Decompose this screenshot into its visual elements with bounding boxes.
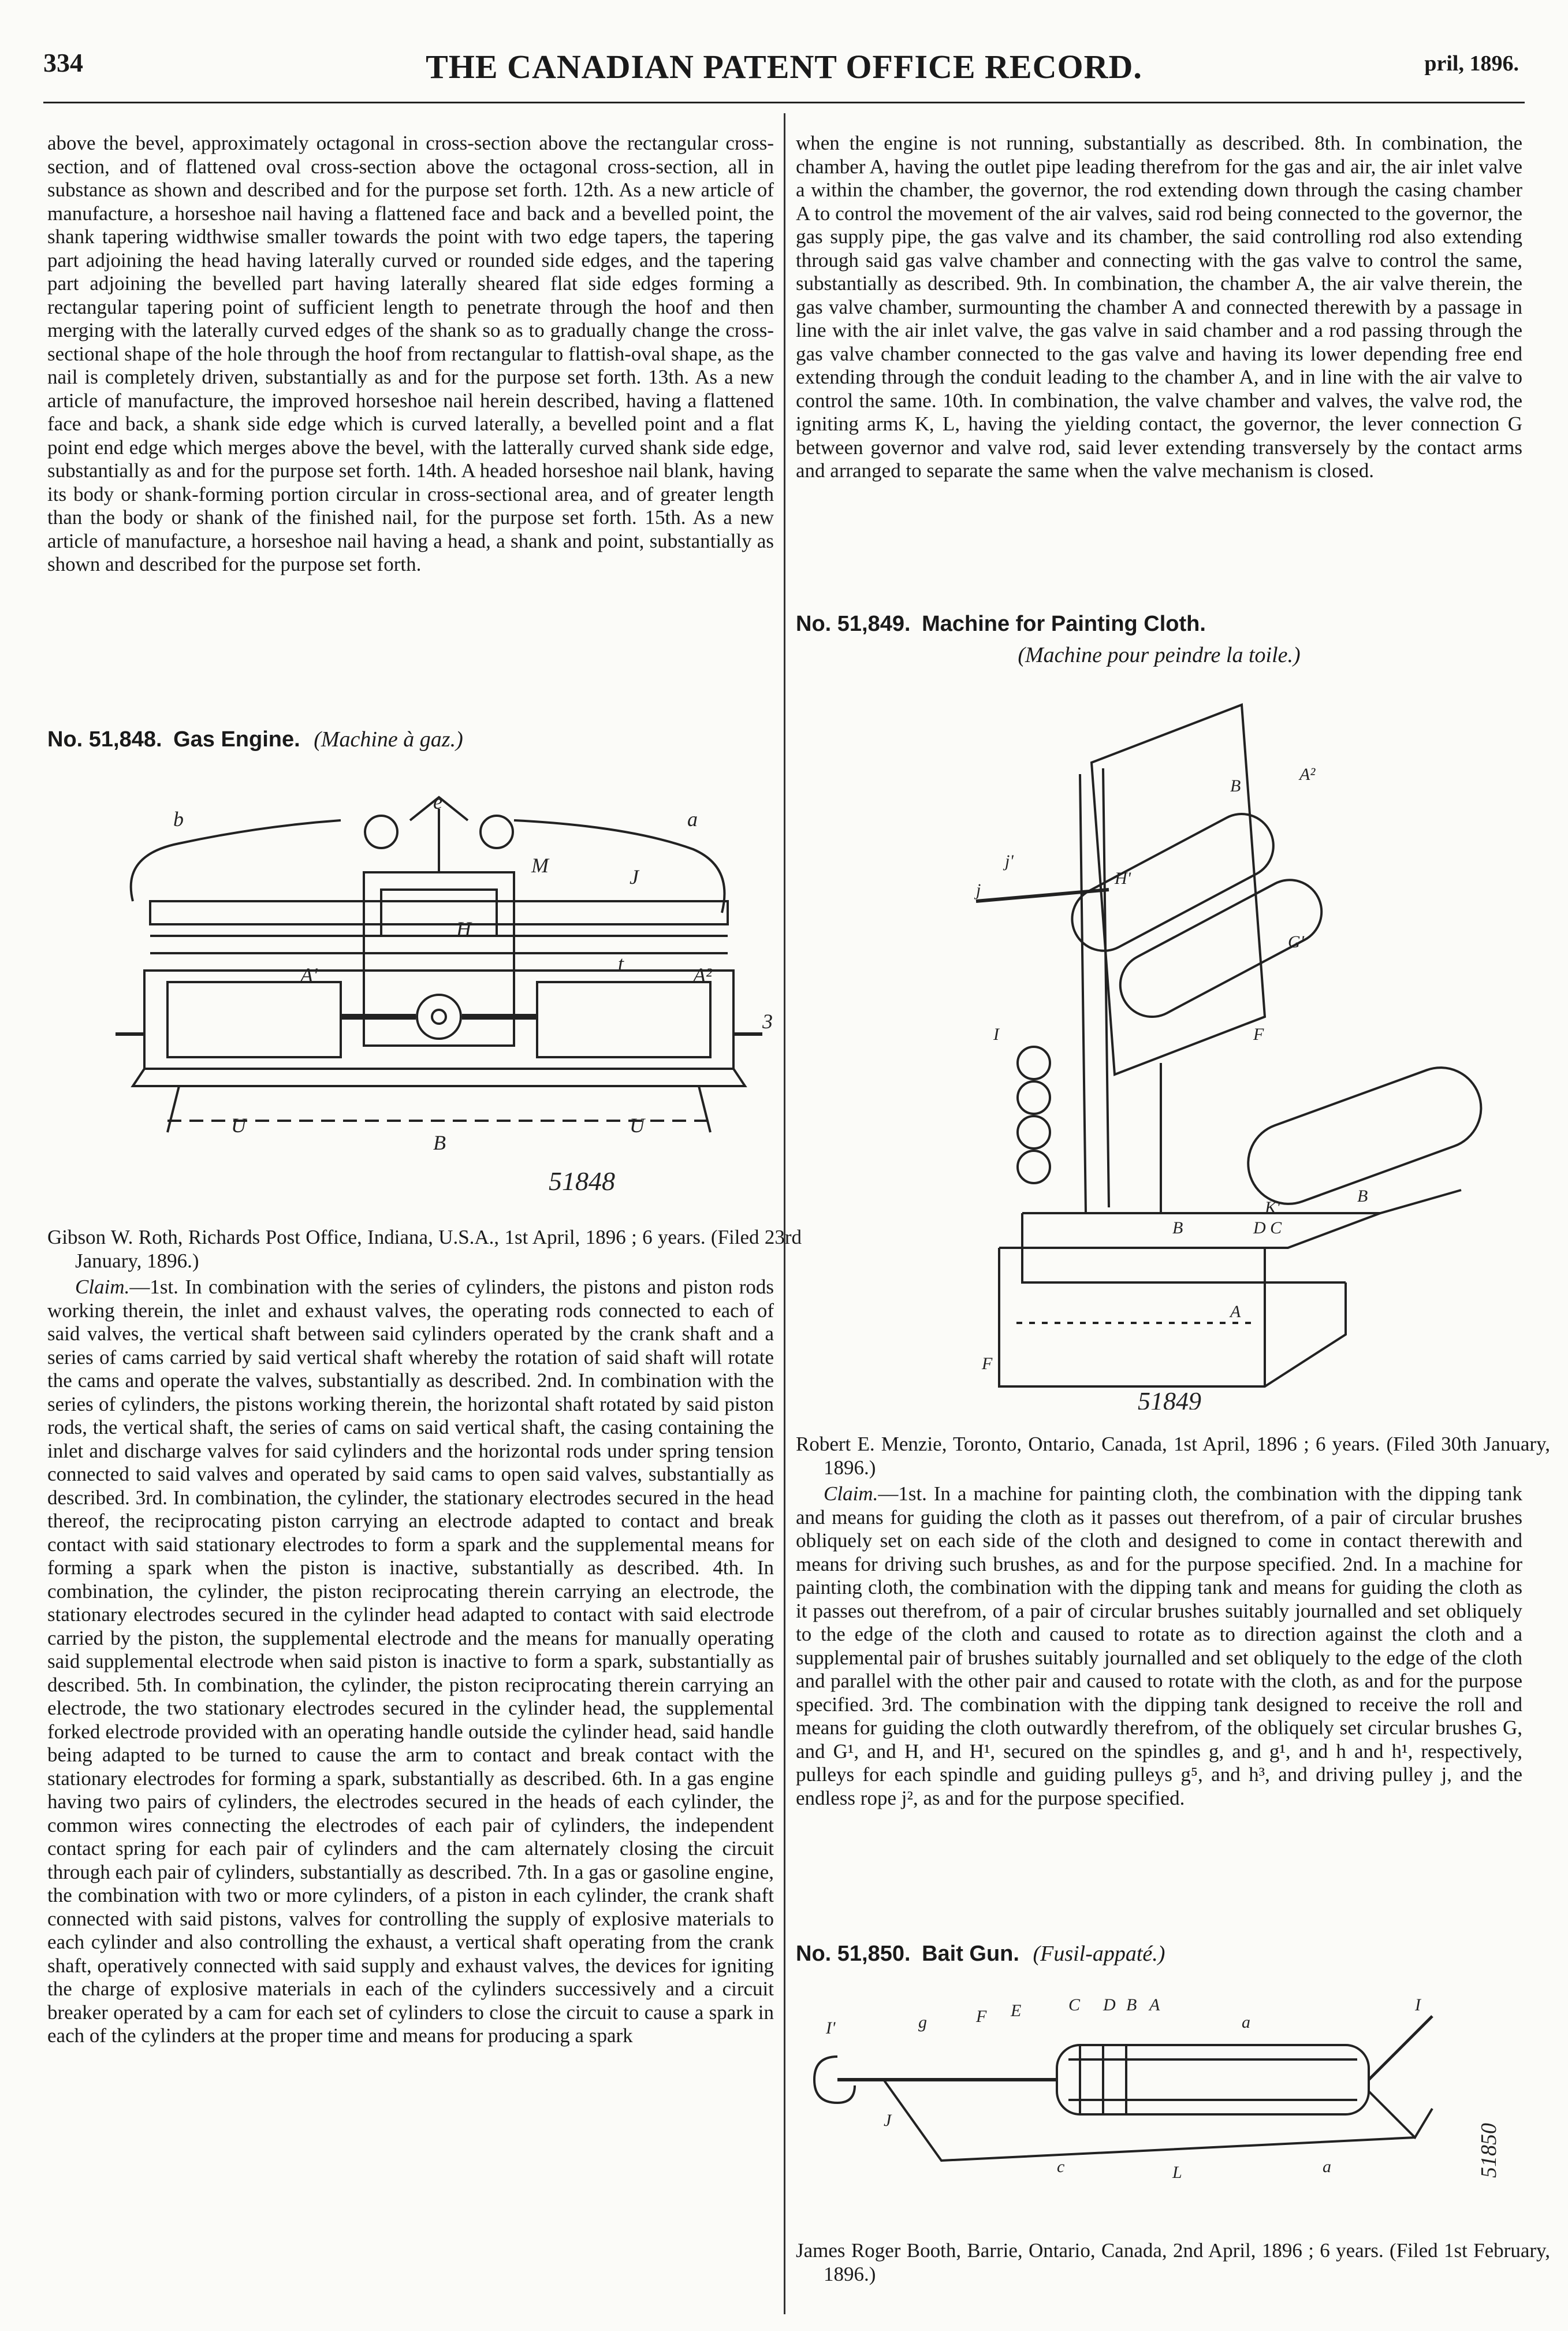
painting-machine-figure-number: 51849 [1138, 1387, 1201, 1410]
painting-machine-drawing [941, 693, 1507, 1410]
svg-text:I: I [993, 1025, 999, 1044]
bait-gun-figure [803, 1987, 1519, 2218]
patent-51849-claim-text: —1st. In a machine for painting cloth, the combination with the dipping tank and means for guiding the cloth as it passes out therefrom, of a pair of circular brushes obliquely set on each side of the cloth and designed to come in contact therewith and means for driving such brushes, as and for the purpose specified. 2nd. In a machine for painting cloth, the combination with the dipping tank and means for guiding the cloth as it passes out therefrom, of a pair of circular brushes suitably journalled and set obliquely to the edge of the cloth and caused to rotate as to direction against the cloth and a supplemental pair of brushes suitably journalled and set obliquely to the edge of the cloth and parallel with the other pair and caused to rotate with the cloth, as and for the purpose specified. 3rd. The combination with the dipping tank designed to receive the roll and means for guiding the cloth outwardly therefrom, of the obliquely set circular brushes G, and G¹, and H, and H¹, secured on the spindles g, and g¹, and h and h¹, respectively, pulleys for each spindle and guiding pulleys g⁵, and h³, and driving pulley j, and the endless rope j², as and for the purpose specified. [796, 1482, 1522, 1809]
continued-claims-text: above the bevel, approximately octagonal in cross-section above the rectangular cross-section, and of flattened oval cross-section above the octagonal cross-section, all in substance as shown and described and for the purpose set forth. 12th. As a new article of manufacture, a horseshoe nail having a flattened face and back and a bevelled point, the shank tapering widthwise smaller towards the point with two edge tapers, the tapering part adjoining the head having laterally curved or rounded side edges, and the tapering part adjoining the bevelled part having laterally sheared flat side edges forming a rectangular tapering point of sufficient length to penetrate through the hoof and then merging with the laterally curved edges of the shank so as to gradually change the cross-sectional shape of the hole through the hoof from rectangular to flattish-oval shape, as the nail is completely driven, substantially as and for the purpose set forth. 13th. As a new article of manufacture, the improved horseshoe nail herein described, having a flattened face and back, a shank side edge which is curved laterally, a bevelled point and a flat point end edge which merges above the bevel, with the latterally curved shank side edge, substantially as and for the purpose set forth. 14th. A headed horseshoe nail blank, having its body or shank-forming portion circular in cross-sectional area, and of greater length than the body or shank of the finished nail, for the purpose set forth. 15th. As a new article of manufacture, a horseshoe nail having a head, a shank and point, substantially as shown and described for the purpose set forth. [47, 132, 774, 575]
svg-text:I': I' [826, 2018, 836, 2038]
svg-text:A: A [1149, 1995, 1160, 2014]
gas-engine-figure [110, 786, 774, 1202]
left-continued-claims [47, 132, 774, 577]
svg-text:C: C [1068, 1995, 1081, 2014]
svg-text:F: F [982, 1354, 993, 1373]
svg-text:B: B [433, 1131, 446, 1154]
column-divider [784, 113, 785, 2314]
page-title: THE CANADIAN PATENT OFFICE RECORD. [426, 48, 1142, 85]
svg-text:K': K' [1265, 1198, 1280, 1217]
patent-51850-heading [796, 1941, 1522, 1966]
svg-text:M: M [531, 854, 549, 877]
svg-text:a: a [1323, 2157, 1331, 2176]
svg-text:b: b [173, 808, 184, 831]
header-rule [43, 102, 1525, 103]
svg-text:t: t [618, 952, 624, 975]
svg-text:g: g [918, 2013, 927, 2032]
patent-51849-inventor-block [796, 1433, 1550, 1479]
svg-text:A²: A² [693, 964, 712, 987]
patent-51849-claim-label: Claim. [824, 1482, 878, 1505]
patent-51848-heading [47, 727, 774, 752]
svg-text:J: J [630, 865, 639, 888]
svg-text:F: F [976, 2007, 987, 2026]
svg-text:D: D [1103, 1995, 1116, 2014]
gas-engine-figure-number: 51848 [549, 1166, 615, 1196]
page-date: pril, 1896. [1424, 51, 1519, 76]
svg-text:A: A [1230, 1302, 1241, 1321]
patent-51849-title: Machine for Painting Cloth. [922, 612, 1206, 636]
svg-text:A': A' [300, 964, 318, 987]
page-header [43, 47, 1525, 94]
patent-51848-inventor-block [47, 1226, 802, 1273]
svg-text:e: e [433, 790, 442, 813]
gas-engine-drawing [110, 786, 774, 1202]
patent-51850-french-title: (Fusil-appaté.) [1033, 1942, 1165, 1966]
bait-gun-figure-number: 51850 [1477, 2123, 1501, 2178]
patent-51849-french-title: (Machine pour peindre la toile.) [1018, 643, 1301, 667]
right-continued-text: when the engine is not running, substantially as described. 8th. In combination, the chamber A, having the outlet pipe leading therefrom for the gas and air, the air inlet valve a within the chamber, the governor, the rod extending down through the casing chamber A to control the movement of the air valves, said rod being connected to the governor, the gas supply pipe, the gas valve and its chamber, the said controlling rod also extending through said gas valve chamber and connecting with the gas valve to control the same, substantially as described. 9th. In combination, the chamber A, the air valve therein, the gas valve chamber, surmounting the chamber A and connected therewith by a passage in line with the air inlet valve, the gas valve in said chamber and a rod passing through the gas valve chamber connected to the gas valve and having its lower depending free end extending through the conduit leading to the chamber A, and in line with the air valve to control the same. 10th. In combination, the valve chamber and valves, the valve rod, the igniting arms K, L, having the yielding contact, the governor, the lever connection G between governor and valve rod, said lever extending transversely by the contact arms and arranged to separate the same when the valve mechanism is closed. [796, 132, 1522, 482]
patent-51850-number: No. 51,850. [796, 1942, 911, 1966]
svg-text:E: E [1011, 2001, 1022, 2020]
patent-51849-claims [796, 1482, 1522, 1810]
patent-51850-title: Bait Gun. [922, 1942, 1019, 1966]
svg-text:a: a [1242, 2013, 1250, 2032]
svg-text:D C: D C [1253, 1218, 1282, 1237]
svg-text:B: B [1357, 1187, 1368, 1206]
svg-text:L: L [1172, 2163, 1182, 2182]
patent-51850-inventor-block [796, 2239, 1550, 2286]
svg-text:A²: A² [1299, 765, 1316, 784]
svg-text:U: U [630, 1114, 645, 1137]
patent-51849-inventor: Robert E. Menzie, Toronto, Ontario, Canada, 1st April, 1896 ; 6 years. (Filed 30th January, 1896.) [796, 1433, 1550, 1479]
svg-text:c: c [1057, 2157, 1065, 2176]
svg-text:B: B [1172, 1218, 1183, 1237]
bait-gun-drawing [803, 1987, 1519, 2218]
svg-text:I: I [1415, 1995, 1421, 2014]
patent-51848-inventor: Gibson W. Roth, Richards Post Office, Indiana, U.S.A., 1st April, 1896 ; 6 years. (Filed 23rd January, 1896.) [47, 1226, 802, 1272]
patent-51848-french-title: (Machine à gaz.) [314, 727, 463, 752]
svg-text:B: B [1230, 776, 1241, 795]
svg-text:j: j [976, 880, 981, 899]
svg-text:J: J [884, 2111, 892, 2130]
patent-51848-number: No. 51,848. [47, 727, 162, 752]
right-continued-claims [796, 132, 1522, 483]
svg-text:H': H' [1115, 869, 1131, 888]
svg-text:a: a [687, 808, 698, 831]
patent-51848-claim-label: Claim. [75, 1276, 130, 1298]
svg-text:3: 3 [762, 1010, 773, 1033]
painting-machine-figure [941, 693, 1507, 1410]
patent-51848-claim-text: —1st. In combination with the series of cylinders, the pistons and piston rods working therein, the inlet and exhaust valves, the operating rods connected to each of said valves, the vertical shaft between said cylinders operated by the crank shaft and a series of cams carried by said vertical shaft whereby the rotation of said shaft will rotate the cams and operate the valves, substantially as described. 2nd. In combination with the series of cylinders, the pistons working therein, the horizontal shaft rotated by said piston rods, the vertical shaft, the series of cams on said vertical shaft, the casing containing the inlet and discharge valves for said cylinders and the horizontal rods under spring tension connected to said valves and operated by said cams to open said valves, substantially as described. 3rd. In combination, the cylinder, the stationary electrodes secured in the head thereof, the reciprocating piston carrying an electrode adapted to contact and break contact with said stationary electrodes to form a spark and the supplemental means for forming a spark when the piston is inactive, substantially as described. 4th. In combination, the cylinder, the piston reciprocating therein carrying an electrode, the stationary electrodes secured in the cylinder head adapted to contact with said electrode carried by the piston, the supplemental electrode and the means for manually operating said supplemental electrode when said piston is inactive to form a spark, substantially as described. 5th. In combination, the cylinder, the piston reciprocating therein carrying an electrode, the two stationary electrodes secured in the cylinder head, the supplemental forked electrode provided with an operating handle outside the cylinder head, said handle being adapted to be turned to cause the arm to contact and break contact with the stationary electrodes for forming a spark, substantially as described. 6th. In a gas engine having two pairs of cylinders, the electrodes secured in the heads of each cylinder, the common wires connecting the electrodes of each pair of cylinders, the independent contact spring for each pair of cylinders and the cam alternately closing the circuit through each pair of cylinders, substantially as described. 7th. In a gas or gasoline engine, the combination with two or more cylinders, of a piston in each cylinder, the crank shaft connected with said pistons, valves for controlling the supply of explosive materials to each cylinder and also controlling the exhaust, a vertical shaft operating from the crank shaft, operatively connected with said supply and exhaust valves, the devices for igniting the charge of explosive materials in each of the cylinders successively and a circuit breaker operated by a cam for each set of cylinders to close the circuit to cause a spark in each of the cylinders at the proper time and means for producing a spark [47, 1276, 774, 2047]
patent-51848-claims [47, 1276, 774, 2048]
page-number: 334 [43, 48, 83, 77]
svg-text:G': G' [1288, 932, 1305, 951]
svg-text:H: H [456, 917, 471, 940]
patent-51849-heading [796, 611, 1522, 637]
patent-51849-number: No. 51,849. [796, 612, 911, 636]
svg-text:U: U [231, 1114, 246, 1137]
svg-text:B: B [1126, 1995, 1137, 2014]
svg-text:F: F [1253, 1025, 1264, 1044]
patent-51848-title: Gas Engine. [173, 727, 300, 752]
svg-text:j': j' [1005, 852, 1014, 871]
patent-51850-inventor: James Roger Booth, Barrie, Ontario, Canada, 2nd April, 1896 ; 6 years. (Filed 1st February, 1896.) [796, 2239, 1550, 2285]
